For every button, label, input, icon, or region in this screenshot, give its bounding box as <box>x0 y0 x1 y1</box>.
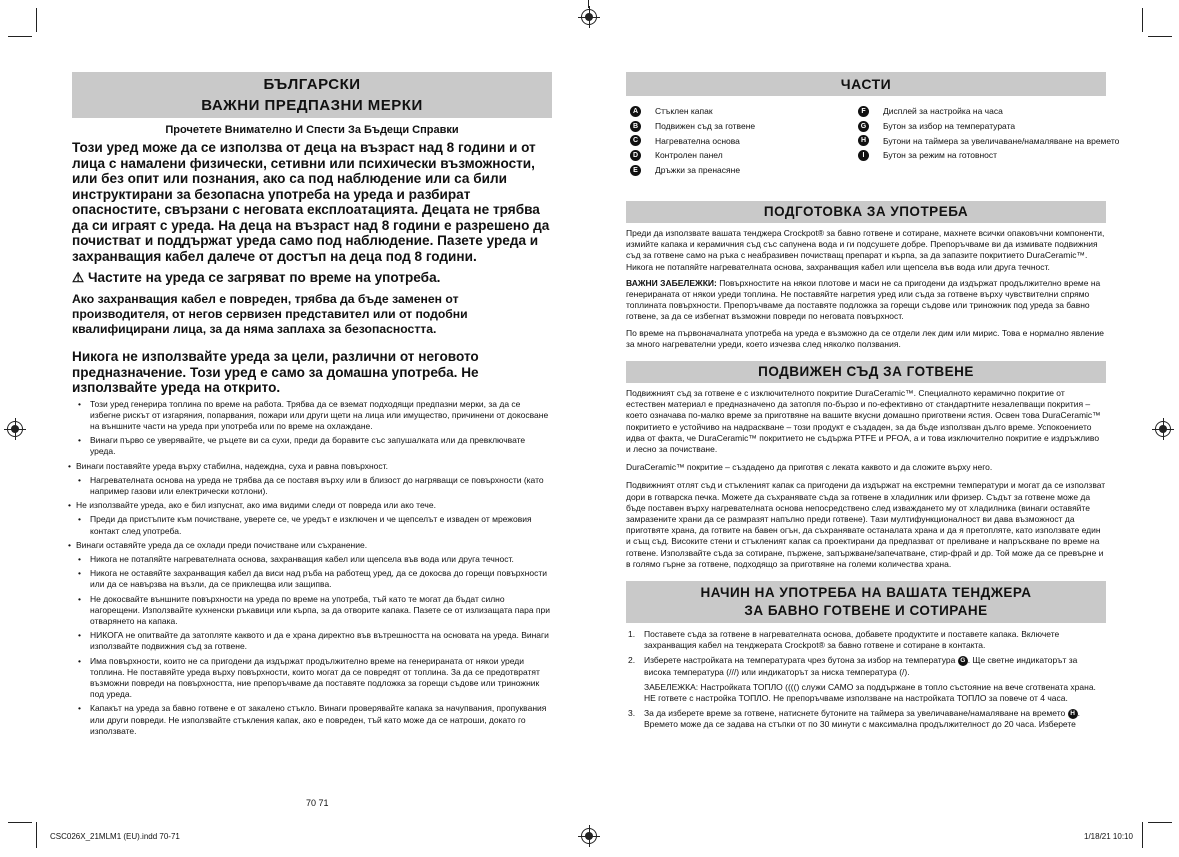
step-text: ) или индикаторът за ниска температура ( <box>736 666 903 677</box>
prep-smoke-paragraph: По време на първоначалната употреба на уреда е възможно да се отдели лек дим или мирис. Това е нормално явление за много нагревателни уреди, което изчезва след няколко ползвания. <box>626 327 1104 349</box>
part-badge: D <box>630 150 641 161</box>
part-label: Дисплей за настройка на часа <box>883 106 1003 116</box>
list-item <box>858 104 1128 119</box>
use-heading <box>626 581 1106 623</box>
warm-icon: ((( <box>787 681 797 692</box>
crop-mark <box>36 8 37 32</box>
crop-mark <box>8 822 32 823</box>
part-badge: A <box>630 106 641 117</box>
pot-paragraph: Подвижният съд за готвене е с изключителното покритие DuraCeramic™. Специалното керамично покритие от естествен материал е предназначено да затопля по-бързо и по-ефективно от стандартните незалепващи покрития – което означава по-малко време за приготвяне на вашите вкусни домашно приготвени ястия. Освен това DuraCeramic™ покритието е устойчиво на надраскване – този продукт е създаден, за да бъде използван дълго време. Успокоението идва от факта, че DuraCeramic™ покритието не съдържа PTFE и PFOA, а и това изключително покритие е издръжливо и лесно за почистване. <box>626 388 1101 455</box>
parts-list <box>630 104 1120 178</box>
list-item: • НИКОГА не опитвайте да затопляте каквото и да е храна директно във вътрешността на основата на уреда. Винаги използвайте подвижния съд за готвене. <box>72 630 552 652</box>
step-text: . Ще светне индикаторът за висока температура ( <box>644 655 1078 677</box>
list-item <box>630 134 858 149</box>
part-badge: G <box>858 121 869 132</box>
step-number: 1. <box>628 629 636 640</box>
pot-heading: ПОДВИЖЕН СЪД ЗА ГОТВЕНЕ <box>626 361 1106 383</box>
usage-paragraph: Никога не използвайте уреда за цели, различни от неговото предназначение. Този уред е само за домашна употреба. Не използвайте уреда на открито. <box>72 349 479 395</box>
footer-file-info: CSC026X_21MLM1 (EU).indd 70-71 <box>50 832 180 841</box>
crop-mark <box>1142 8 1143 32</box>
step-text: ). <box>904 666 910 677</box>
use-heading-line: ЗА БАВНО ГОТВЕНЕ И СОТИРАНЕ <box>744 603 988 619</box>
list-item <box>630 104 858 119</box>
part-badge: H <box>858 135 869 146</box>
crop-mark <box>1148 822 1172 823</box>
crop-mark <box>1148 36 1172 37</box>
left-page <box>72 72 552 740</box>
list-item: • Капакът на уреда за бавно готвене е от закалено стъкло. Винаги проверявайте капака за начупвания, пропуквания или други повреди. Не използвайте стъкления капак, ако е повреден, тъй като може да се натроши, докато го използвате. <box>72 703 552 737</box>
list-item <box>630 163 858 178</box>
note-text: ЗАБЕЛЕЖКА: Настройката ТОПЛО ( <box>644 681 788 692</box>
warning-icon: ⚠ <box>72 270 85 285</box>
intro-paragraph: Този уред може да се използва от деца на възраст над 8 години и от лица с намалени физически, сетивни или психически възможности, или без опит или познания, ако са под наблюдение или са били инструктирани за безопасна употреба на уреда и разбират опасностите, свързани с неговата експлоатацията. Децата не трябва да си играят с уреда. На деца на възраст над 8 години е разрешено да почистват и поддържат уреда само под наблюдение. Пазете уреда и захранващия кабел далече от достъп на деца под 8 години. <box>72 140 550 264</box>
pot-usage-paragraph: Подвижният отлят съд и стъкленият капак са пригодени да издържат на екстремни температури и могат да се използват дори в готварска печка. Можете да съхранявате съда за готвене в хладилник или фризер. Съдът за готвене може да бъде поставен върху нагревателната основа непосредствено след изваждането му от хладилника (винаги оставяйте замразените храни да се размразят напълно преди готвене). Тази мултифункционалност ви дава възможност да приготвяте храна, да готвите на бавен огън, да съхранявате останалата храна и да я претопляте, като използвате един и същ съд. Високите стени и стъкленият капак са проектирани да предпазват от преливане и напръскване по време на готвене. Използвайте съда за сотиране, пържене, запържване/запечатване, стир-фрай и др. Той може да се превърне и в голямо гърне за готвене, подходящо за приготвяне на големи количества храна. <box>626 480 1106 569</box>
step-text: Поставете съда за готвене в нагревателната основа, добавете продуктите и поставете капака. Включете захранващия кабел на тенджерата Crockpot® за бавно готвене и сотиране в контакта. <box>644 629 1060 651</box>
prep-notes-paragraph <box>626 278 1106 323</box>
list-item: • Винаги оставяйте уреда да се охлади преди почистване или съхранение. <box>72 540 552 551</box>
step-note <box>644 682 1106 704</box>
list-item: • Преди да пристъпите към почистване, уверете се, че уредът е изключен и че щепселът е изваден от мрежовия контакт след употреба. <box>72 514 552 536</box>
list-item: • Има повърхности, които не са пригодени да издържат продължително време на генерираната от някои уреди топлина. Не поставяйте уреда върху повърхности, които могат да се повредят от топлина. За да се предотвратят възможни повреди на повърхността, ние препоръчваме да поставяте подложка за горещи съдове или триножник под уреда. <box>72 656 552 701</box>
crop-mark <box>1142 822 1143 848</box>
footer-date: 1/18/21 10:10 <box>1084 832 1133 841</box>
subtitle: Прочетете Внимателно И Спести За Бъдещи Справки <box>165 124 459 136</box>
list-item <box>858 119 1128 134</box>
use-heading-line: НАЧИН НА УПОТРЕБА НА ВАШАТА ТЕНДЖЕРА <box>700 585 1032 601</box>
cord-paragraph: Ако захранващия кабел е повреден, трябва да бъде заменен от производителя, от негов сервизен представител или от подобни квалифицирани лица, за да няма заплаха за безопасността. <box>72 292 468 336</box>
part-label: Стъклен капак <box>655 106 713 116</box>
part-badge: E <box>630 165 641 176</box>
registration-mark-icon <box>1155 421 1171 437</box>
parts-heading: ЧАСТИ <box>626 72 1106 96</box>
part-label: Нагревателна основа <box>655 135 740 146</box>
steps-list <box>626 629 1106 731</box>
list-item: • Винаги поставяйте уреда върху стабилна, надеждна, суха и равна повърхност. <box>72 461 552 472</box>
list-item <box>626 655 1106 704</box>
part-label: Бутони на таймера за увеличаване/намаляване на времето <box>883 135 1120 146</box>
list-item: • Този уред генерира топлина по време на работа. Трябва да се вземат подходящи предпазни мерки, за да се избегне рискът от изгаряния, попарвания, пожари или други щети на лица или имущество, причинени от докосване на външните части на уреда при употреба или по време на охлаждане. <box>72 399 552 433</box>
step-number: 2. <box>628 655 636 666</box>
part-badge: I <box>858 150 869 161</box>
note-text: ) служи САМО за поддържане в топло състояние на вече сготвената храна. НЕ гответе с настройка ТОПЛО. Не препоръчваме използване на настройката ТОПЛО за повече от 4 часа. <box>644 681 1096 704</box>
safety-heading: ВАЖНИ ПРЕДПАЗНИ МЕРКИ <box>201 97 423 114</box>
page-numbers: 70 71 <box>306 798 329 808</box>
part-label: Подвижен съд за готвене <box>655 120 756 131</box>
part-label: Дръжки за пренасяне <box>655 165 741 176</box>
notes-label: ВАЖНИ ЗАБЕЛЕЖКИ: <box>626 277 717 288</box>
crop-mark <box>8 36 32 37</box>
list-item <box>630 119 858 134</box>
warning-text: Частите на уреда се загряват по време на употреба. <box>87 270 441 285</box>
list-item: • Не използвайте уреда, ако е бил изпуснат, ако има видими следи от повреда или ако тече. <box>72 500 552 511</box>
step-text: За да изберете време за готвене, натиснете бутоните на таймера за увеличаване/намаляване на времето <box>644 708 1066 719</box>
notes-text: Повърхностите на някои плотове и маси не са пригодени да издържат продължително време на генерираната от някои уреди топлина. Не поставяйте нагретия уред или съда за готвене върху чувствителни спрямо топлината повърхности. Препоръчваме да поставяте подложка за горещи съдове или триножник под уреда за бавно готвене, за да се избегнат възможни повреди по неговата повърхност. <box>626 277 1101 322</box>
part-badge: B <box>630 121 641 132</box>
step-text: . Времето може да се задава на стъпки от по 30 минути с максимална продължителност до 20 часа. Изберете <box>644 708 1080 730</box>
part-label: Контролен панел <box>655 150 723 161</box>
hot-parts-warning <box>72 270 552 286</box>
low-heat-icon: / <box>902 666 905 677</box>
prep-heading: ПОДГОТОВКА ЗА УПОТРЕБА <box>626 201 1106 223</box>
step-text: Изберете настройката на температурата чрез бутона за избор на температура <box>644 655 956 666</box>
list-item: • Никога не оставяйте захранващия кабел да виси над ръба на работещ уред, да се докосва до горещи повърхности или да се навързва на възли, да се приклещва или защипва. <box>72 568 552 590</box>
prep-paragraph: Преди да използвате вашата тенджера Crockpot® за бавно готвене и сотиране, махнете всички опаковъчни компоненти, измийте капака и керамичния съд със сапунена вода и ги подсушете добре. Препоръчваме ви да измивате подвижния съд за готвене само на ръка с неабразивен почистващ препарат и кърпа, за да запазите покритието DuraCeramic™. Никога не потапяйте нагревателната основа, захранващия кабел или щепсела във вода или друга течност. <box>626 227 1105 272</box>
list-item <box>626 629 1106 651</box>
list-item <box>858 148 1128 163</box>
right-page <box>626 72 1120 735</box>
button-g-icon: G <box>958 656 968 666</box>
list-item: • Винаги първо се уверявайте, че ръцете ви са сухи, преди да боравите със запушалката или да превключвате уреда. <box>72 435 552 457</box>
list-item <box>626 708 1106 730</box>
section-header-safety <box>72 72 552 118</box>
pot-coating-paragraph: DuraCeramic™ покритие – създадено да приготвя с леката каквото и да сложите върху него. <box>626 462 993 473</box>
registration-mark-icon <box>581 828 597 844</box>
registration-mark-icon <box>581 9 597 25</box>
list-item: • Нагревателната основа на уреда не трябва да се поставя върху или в близост до нагряващи се повърхности (като например газови или електрически котлони). <box>72 475 552 497</box>
safety-bullet-list <box>72 399 552 737</box>
high-heat-icon: /// <box>729 666 737 677</box>
part-label: Бутон за избор на температурата <box>883 120 1016 131</box>
button-h-icon: H <box>1068 709 1078 719</box>
part-badge: C <box>630 135 641 146</box>
list-item: • Никога не потапяйте нагревателната основа, захранващия кабел или щепсела във вода или друга течност. <box>72 554 552 565</box>
part-badge: F <box>858 106 869 117</box>
registration-mark-icon <box>7 421 23 437</box>
part-label: Бутон за режим на готовност <box>883 150 998 161</box>
list-item <box>630 148 858 163</box>
step-number: 3. <box>628 708 636 719</box>
language-heading: БЪЛГАРСКИ <box>263 76 361 93</box>
list-item <box>858 134 1128 149</box>
list-item: • Не докосвайте външните повърхности на уреда по време на употреба, тъй като те могат да бъдат силно нагорещени. Използвайте кухненски ръкавици или кърпа, за да отворите капака. Пазете се от излизащата пара при отварянето на капака. <box>72 594 552 628</box>
crop-mark <box>36 822 37 848</box>
